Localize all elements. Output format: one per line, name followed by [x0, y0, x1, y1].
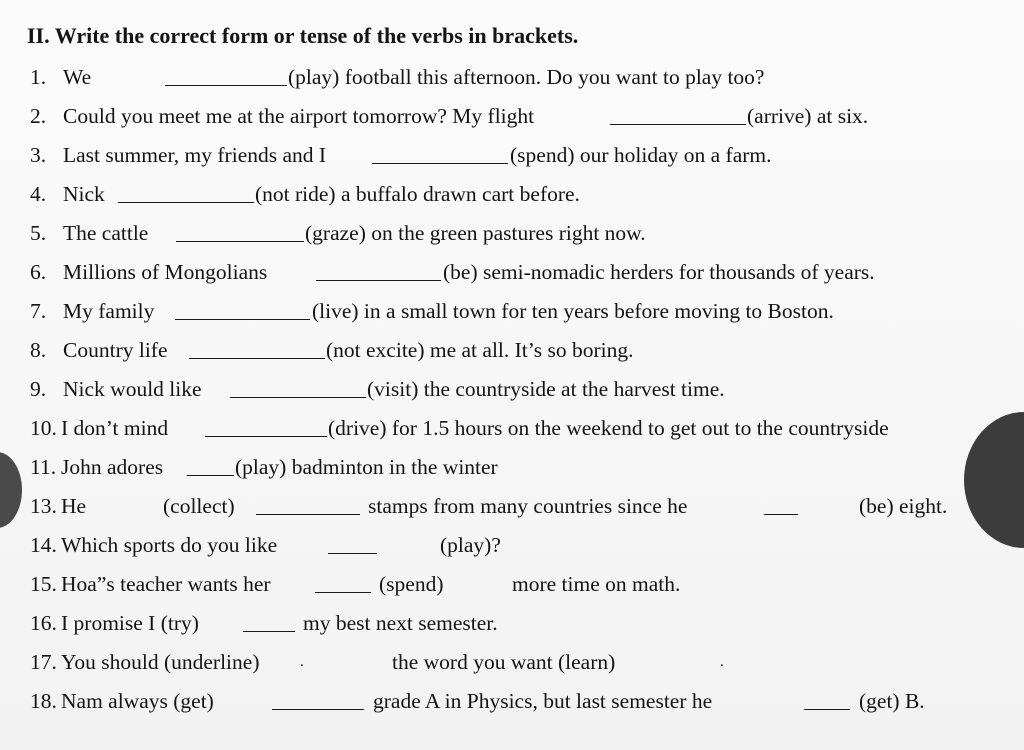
- question-10: [30, 412, 1024, 444]
- question-17: [30, 646, 990, 678]
- answer-blank[interactable]: [118, 202, 254, 203]
- question-9: [30, 373, 990, 405]
- question-text: I promise I (try): [61, 611, 199, 635]
- question-text: the word you want (learn): [392, 650, 616, 674]
- verb-hint: (be) eight.: [859, 494, 948, 518]
- verb-hint: (collect): [163, 494, 235, 518]
- answer-blank[interactable]: [372, 163, 508, 164]
- question-text: I don’t mind: [61, 416, 169, 440]
- answer-blank[interactable]: [764, 514, 798, 515]
- answer-blank[interactable]: [256, 514, 360, 515]
- question-number: 7.: [30, 299, 47, 323]
- question-text: John adores: [61, 455, 164, 479]
- question-13: [30, 490, 990, 522]
- question-number: 16.: [30, 611, 57, 635]
- question-text: Country life: [63, 338, 168, 362]
- question-text: Nam always (get): [61, 689, 214, 713]
- question-1: [30, 61, 990, 93]
- question-text: my best next semester.: [303, 611, 498, 635]
- question-text: (drive) for 1.5 hours on the weekend to get out to the countryside: [328, 416, 889, 440]
- question-text: (not excite) me at all. It’s so boring.: [326, 338, 634, 362]
- question-number: 2.: [30, 104, 47, 128]
- question-number: 17.: [30, 650, 57, 674]
- question-text: (play) football this afternoon. Do you want to play too?: [288, 65, 765, 89]
- question-text: He: [61, 494, 87, 518]
- answer-blank[interactable]: [315, 592, 371, 593]
- answer-blank[interactable]: [165, 85, 287, 86]
- verb-hint: (get) B.: [859, 689, 925, 713]
- question-text: grade A in Physics, but last semester he: [373, 689, 713, 713]
- question-11: [30, 451, 990, 483]
- question-number: 8.: [30, 338, 47, 362]
- question-number: 4.: [30, 182, 47, 206]
- question-4: [30, 178, 990, 210]
- answer-blank[interactable]: [175, 319, 310, 320]
- question-text: (be) semi-nomadic herders for thousands of years.: [443, 260, 875, 284]
- question-number: 18.: [30, 689, 57, 713]
- question-text: (play) badminton in the winter: [235, 455, 498, 479]
- question-2: [30, 100, 990, 132]
- question-number: 11.: [30, 455, 57, 479]
- punctuation-mark: .: [720, 654, 724, 670]
- question-text: Millions of Mongolians: [63, 260, 268, 284]
- question-text: Nick: [63, 182, 105, 206]
- photo-shadow-left: [0, 452, 22, 528]
- question-16: [30, 607, 990, 639]
- question-number: 15.: [30, 572, 57, 596]
- question-text: Could you meet me at the airport tomorrow? My flight: [63, 104, 535, 128]
- question-number: 3.: [30, 143, 47, 167]
- punctuation-mark: .: [300, 654, 304, 670]
- question-text: We: [63, 65, 92, 89]
- question-text: Hoa”s teacher wants her: [61, 572, 271, 596]
- question-text: (graze) on the green pastures right now.: [305, 221, 646, 245]
- question-number: 5.: [30, 221, 47, 245]
- question-text: Last summer, my friends and I: [63, 143, 327, 167]
- question-text: Which sports do you like: [61, 533, 278, 557]
- question-text: (live) in a small town for ten years before moving to Boston.: [312, 299, 834, 323]
- question-8: [30, 334, 990, 366]
- question-number: 1.: [30, 65, 47, 89]
- question-text: My family: [63, 299, 155, 323]
- question-14: [30, 529, 990, 561]
- question-number: 9.: [30, 377, 47, 401]
- question-18: [30, 685, 990, 717]
- question-text: Nick would like: [63, 377, 202, 401]
- answer-blank[interactable]: [272, 709, 364, 710]
- question-text: (not ride) a buffalo drawn cart before.: [255, 182, 580, 206]
- question-text: You should (underline): [61, 650, 260, 674]
- verb-hint: (play)?: [440, 533, 501, 557]
- question-text: stamps from many countries since he: [368, 494, 688, 518]
- answer-blank[interactable]: [804, 709, 850, 710]
- answer-blank[interactable]: [189, 358, 325, 359]
- answer-blank[interactable]: [328, 553, 377, 554]
- answer-blank[interactable]: [187, 475, 234, 476]
- question-number: 13.: [30, 494, 57, 518]
- answer-blank[interactable]: [176, 241, 304, 242]
- question-7: [30, 295, 990, 327]
- question-3: [30, 139, 990, 171]
- verb-hint: (spend): [379, 572, 444, 596]
- exercise-title: II. Write the correct form or tense of the verbs in brackets.: [27, 23, 579, 48]
- question-text: (visit) the countryside at the harvest time.: [367, 377, 725, 401]
- question-6: [30, 256, 990, 288]
- answer-blank[interactable]: [230, 397, 366, 398]
- question-text: more time on math.: [512, 572, 681, 596]
- question-number: 14.: [30, 533, 57, 557]
- question-5: [30, 217, 990, 249]
- answer-blank[interactable]: [610, 124, 746, 125]
- question-text: (spend) our holiday on a farm.: [510, 143, 772, 167]
- question-15: [30, 568, 990, 600]
- question-text: The cattle: [63, 221, 149, 245]
- question-number: 10.: [30, 416, 57, 440]
- question-text: (arrive) at six.: [747, 104, 869, 128]
- answer-blank[interactable]: [243, 631, 295, 632]
- question-number: 6.: [30, 260, 47, 284]
- answer-blank[interactable]: [316, 280, 441, 281]
- answer-blank[interactable]: [205, 436, 327, 437]
